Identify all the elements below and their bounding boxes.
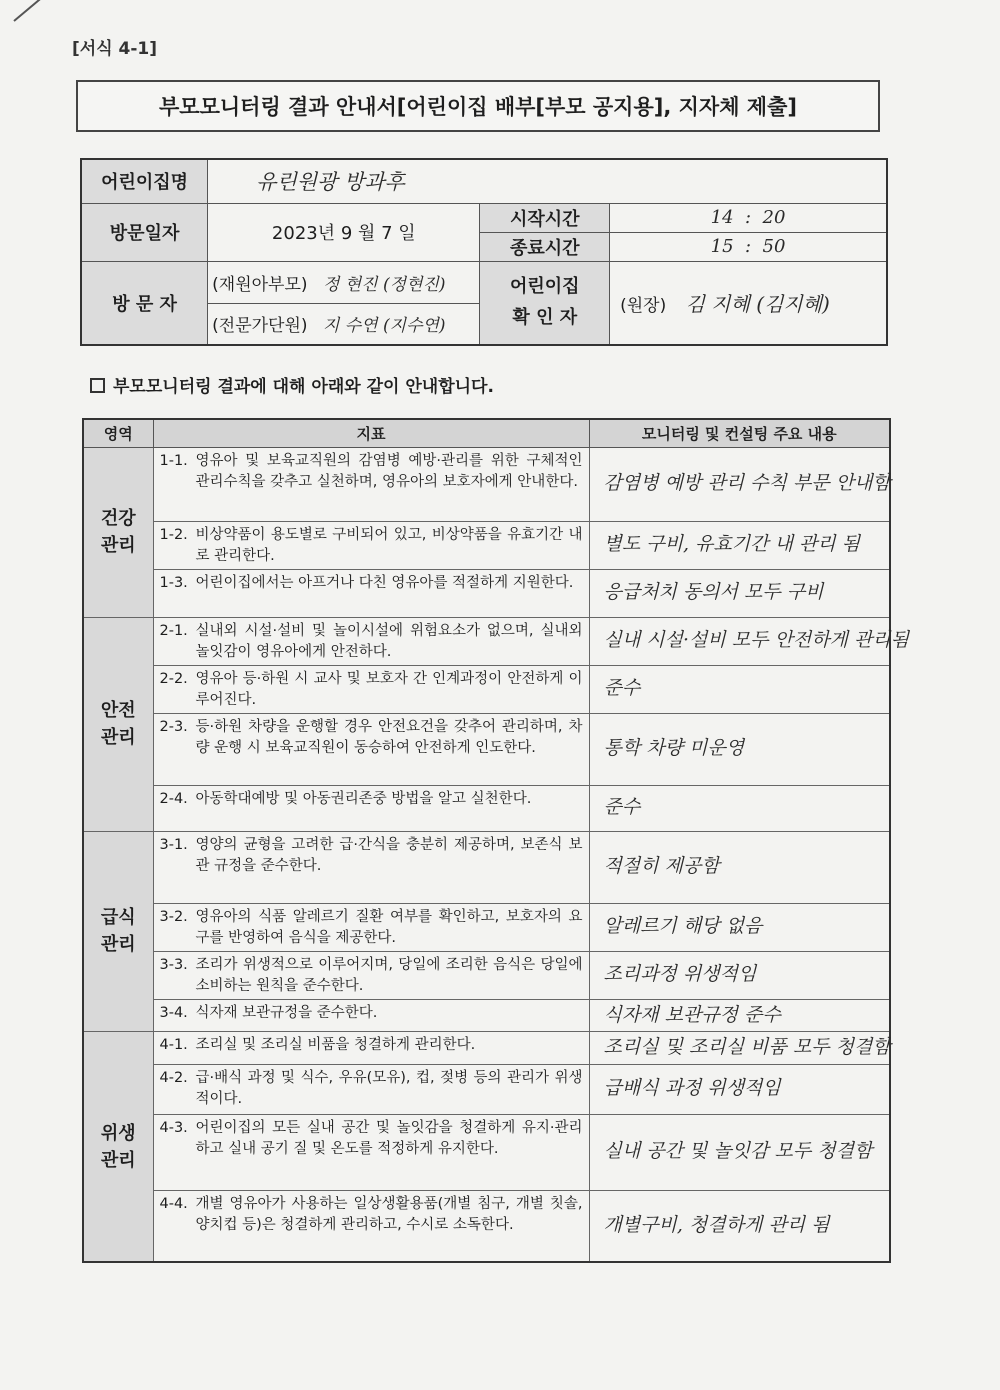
indicator-number: 3-1. <box>159 836 188 853</box>
director-name: 김 지혜 (김지혜) <box>685 292 830 317</box>
area-cell: 급식 관리 <box>83 831 153 1032</box>
end-time-value: 15 : 50 <box>610 232 887 261</box>
monitoring-note: 준수 <box>589 665 890 713</box>
visit-date-label: 방문일자 <box>81 203 208 261</box>
monitoring-note: 식자재 보관규정 준수 <box>589 999 890 1032</box>
table-row <box>83 665 890 713</box>
table-row <box>83 521 890 569</box>
start-time-value: 14 : 20 <box>610 203 887 232</box>
indicator-number: 1-2. <box>159 526 188 543</box>
monitoring-note: 감염병 예방 관리 수칙 부문 안내함 <box>589 447 890 521</box>
table-row <box>83 1114 890 1190</box>
table-header-row <box>83 419 890 447</box>
indicator-text: 급·배식 과정 및 식수, 우유(모유), 컵, 젖병 등의 관리가 위생적이다. <box>195 1069 583 1107</box>
table-row <box>83 617 890 665</box>
header-indicator: 지표 <box>153 419 589 447</box>
indicator-text: 등·하원 차량을 운행할 경우 안전요건을 갖추어 관리하며, 차량 운행 시 보육교직원이 동승하여 안전하게 인도한다. <box>195 718 583 756</box>
monitoring-note: 응급처치 동의서 모두 구비 <box>589 569 890 617</box>
indicator-cell <box>153 951 589 999</box>
indicator-number: 1-3. <box>159 574 188 591</box>
indicator-cell <box>153 1032 589 1065</box>
indicator-cell <box>153 999 589 1032</box>
visit-date-value: 2023년 9 월 7 일 <box>208 203 480 261</box>
indicator-text: 실내외 시설·설비 및 놀이시설에 위험요소가 없으며, 실내외 놀잇감이 영유아에게 안전하다. <box>195 622 583 660</box>
director-role: (원장) <box>620 296 667 317</box>
indicator-cell <box>153 665 589 713</box>
parent-role: (재원아부모) <box>212 274 308 295</box>
monitoring-note: 조리과정 위생적임 <box>589 951 890 999</box>
expert-visitor-cell <box>208 303 480 345</box>
start-time-label: 시작시간 <box>480 203 610 232</box>
indicator-number: 2-1. <box>159 622 188 639</box>
indicator-number: 3-2. <box>159 908 188 925</box>
indicator-cell <box>153 1114 589 1190</box>
indicator-number: 1-1. <box>159 452 188 469</box>
indicator-text: 개별 영유아가 사용하는 일상생활용품(개별 침구, 개별 칫솔, 양치컵 등)은 청결하게 관리하고, 수시로 소독한다. <box>195 1195 583 1233</box>
monitoring-note: 별도 구비, 유효기간 내 관리 됨 <box>589 521 890 569</box>
indicator-cell <box>153 617 589 665</box>
visitor-label: 방 문 자 <box>81 261 208 345</box>
center-name-row <box>81 159 887 203</box>
indicator-cell <box>153 785 589 831</box>
indicator-number: 4-4. <box>159 1195 188 1212</box>
indicator-number: 4-3. <box>159 1119 188 1136</box>
indicator-text: 조리가 위생적으로 이루어지며, 당일에 조리한 음식은 당일에 소비하는 원칙을 준수한다. <box>195 956 583 994</box>
table-body <box>83 447 910 1262</box>
indicator-number: 2-2. <box>159 670 188 687</box>
monitoring-note: 급배식 과정 위생적임 <box>589 1064 890 1114</box>
form-number: [서식 4-1] <box>72 39 158 59</box>
center-name-label: 어린이집명 <box>81 159 208 203</box>
monitoring-note: 실내 시설·설비 모두 안전하게 관리됨 <box>589 617 890 665</box>
area-cell: 안전 관리 <box>83 617 153 831</box>
parent-visitor-cell <box>208 261 480 303</box>
monitoring-note: 실내 공간 및 놀잇감 모두 청결함 <box>589 1114 890 1190</box>
header-area: 영역 <box>83 419 153 447</box>
table-row <box>83 713 890 785</box>
table-row <box>83 1064 890 1114</box>
director-cell <box>610 261 887 345</box>
indicator-text: 영유아 등·하원 시 교사 및 보호자 간 인계과정이 안전하게 이루어진다. <box>195 670 583 708</box>
indicator-text: 영양의 균형을 고려한 급·간식을 충분히 제공하며, 보존식 보관 규정을 준수한다. <box>195 836 583 874</box>
indicator-cell <box>153 903 589 951</box>
confirmer-label <box>480 261 610 345</box>
notice-text: 부모모니터링 결과에 대해 아래와 같이 안내합니다. <box>113 377 494 397</box>
area-cell: 위생 관리 <box>83 1032 153 1263</box>
indicator-cell <box>153 713 589 785</box>
monitoring-note: 조리실 및 조리실 비품 모두 청결함 <box>589 1032 890 1065</box>
monitoring-note: 준수 <box>589 785 890 831</box>
visit-info-table <box>80 158 888 346</box>
corner-pen-mark <box>13 0 50 22</box>
indicator-number: 4-2. <box>159 1069 188 1086</box>
indicator-text: 어린이집의 모든 실내 공간 및 놀잇감을 청결하게 유지·관리하고 실내 공기 질 및 온도를 적정하게 유지한다. <box>195 1119 583 1157</box>
indicator-cell <box>153 1190 589 1262</box>
table-row <box>83 569 890 617</box>
end-time-label: 종료시간 <box>480 232 610 261</box>
indicator-number: 2-3. <box>159 718 188 735</box>
table-row <box>83 999 890 1032</box>
center-name-value: 유린원광 방과후 <box>208 159 887 203</box>
visitor-row-1 <box>81 261 887 303</box>
table-row <box>83 831 890 903</box>
expert-name: 지 수연 (지수연) <box>322 316 446 337</box>
table-row <box>83 903 890 951</box>
confirmer-label-line-1: 어린이집 <box>509 276 580 298</box>
indicator-number: 3-3. <box>159 956 188 973</box>
table-row <box>83 1190 890 1262</box>
indicator-number: 2-4. <box>159 790 188 807</box>
indicator-cell <box>153 831 589 903</box>
indicator-text: 영유아 및 보육교직원의 감염병 예방·관리를 위한 구체적인 관리수칙을 갖추고 실천하며, 영유아의 보호자에게 안내한다. <box>195 452 583 490</box>
indicator-text: 영유아의 식품 알레르기 질환 여부를 확인하고, 보호자의 요구를 반영하여 음식을 제공한다. <box>195 908 583 946</box>
indicator-number: 3-4. <box>159 1004 188 1021</box>
indicator-number: 4-1. <box>159 1037 188 1054</box>
header-notes: 모니터링 및 컨설팅 주요 내용 <box>589 419 890 447</box>
monitoring-note: 개별구비, 청결하게 관리 됨 <box>589 1190 890 1262</box>
indicator-text: 식자재 보관규정을 준수한다. <box>195 1004 378 1021</box>
indicator-cell <box>153 447 589 521</box>
document-title: 부모모니터링 결과 안내서[어린이집 배부[부모 공지용], 지자체 제출] <box>76 80 880 132</box>
checkbox-square-icon <box>90 378 105 393</box>
parent-name: 정 현진 (정현진) <box>322 274 446 295</box>
expert-role: (전문가단원) <box>212 316 308 337</box>
indicator-cell <box>153 1064 589 1114</box>
indicator-text: 조리실 및 조리실 비품을 청결하게 관리한다. <box>195 1037 476 1054</box>
indicator-text: 비상약품이 용도별로 구비되어 있고, 비상약품을 유효기간 내로 관리한다. <box>195 526 583 564</box>
monitoring-note: 알레르기 해당 없음 <box>589 903 890 951</box>
indicator-cell <box>153 569 589 617</box>
monitoring-results-table <box>82 418 910 1263</box>
visit-date-row <box>81 203 887 232</box>
monitoring-note: 통학 차량 미운영 <box>589 713 890 785</box>
confirmer-label-line-2: 확 인 자 <box>512 306 578 328</box>
table-row <box>83 951 890 999</box>
table-row <box>83 785 890 831</box>
area-cell: 건강 관리 <box>83 447 153 617</box>
indicator-text: 아동학대예방 및 아동권리존중 방법을 알고 실천한다. <box>195 790 532 807</box>
table-row <box>83 447 890 521</box>
notice-line <box>90 372 494 397</box>
monitoring-note: 적절히 제공함 <box>589 831 890 903</box>
table-row <box>83 1032 890 1065</box>
indicator-text: 어린이집에서는 아프거나 다친 영유아를 적절하게 지원한다. <box>195 574 574 591</box>
indicator-cell <box>153 521 589 569</box>
